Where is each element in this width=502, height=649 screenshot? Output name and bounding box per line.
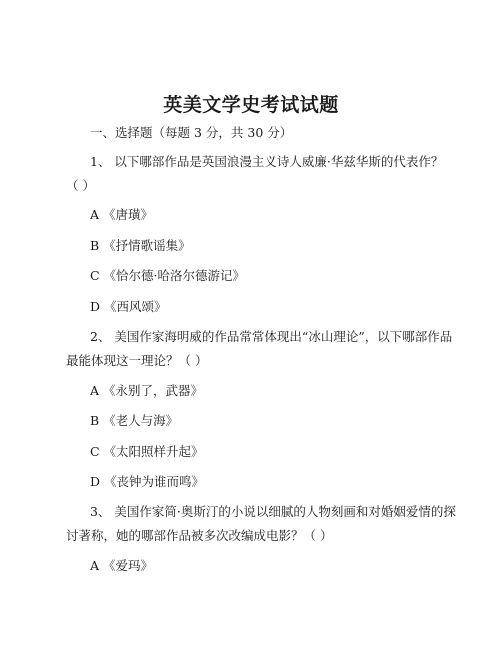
question-1-option-d: D 《西风颂》 (90, 299, 167, 314)
question-2-option-d: D 《丧钟为谁而鸣》 (90, 474, 204, 489)
question-3-text: 3、 美国作家简·奥斯汀的小说以细腻的人物刻画和对婚姻爱情的探 (90, 504, 456, 519)
document-title: 英美文学史考试试题 (163, 94, 339, 116)
section-heading: 一、选择题（每题 3 分，共 30 分） (90, 125, 293, 140)
question-1-option-b: B 《抒情歌谣集》 (90, 238, 191, 253)
question-2-option-a: A 《永别了，武器》 (90, 383, 204, 398)
question-1-text: 1、 以下哪部作品是英国浪漫主义诗人威廉·华兹华斯的代表作？ (90, 154, 444, 169)
question-2-text-continued: 最能体现这一理论？（ ） (66, 353, 208, 368)
question-3-text-continued: 讨著称，她的哪部作品被多次改编成电影？（ ） (66, 528, 333, 543)
question-3-option-a: A 《爱玛》 (90, 558, 154, 573)
question-2-option-b: B 《老人与海》 (90, 413, 179, 428)
question-2-text: 2、 美国作家海明威的作品常常体现出“冰山理论”，以下哪部作品 (90, 329, 453, 344)
question-1-text-continued: （ ） (66, 178, 95, 193)
question-2-option-c: C 《太阳照样升起》 (90, 444, 204, 459)
question-1-option-a: A 《唐璜》 (90, 207, 154, 222)
question-1-option-c: C 《恰尔德·哈洛尔德游记》 (90, 268, 246, 283)
